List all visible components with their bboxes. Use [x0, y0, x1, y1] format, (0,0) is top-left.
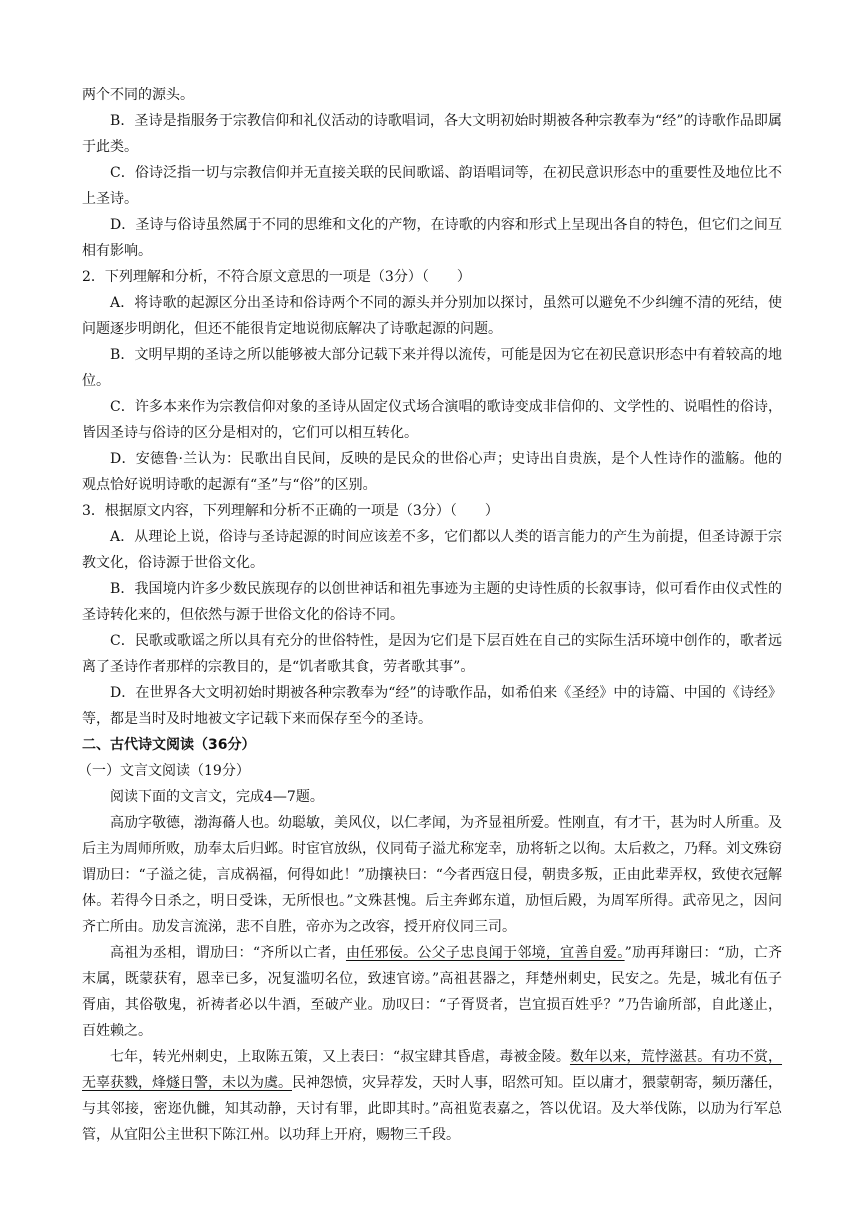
classical-para-3 — [82, 1044, 782, 1148]
para3-text-a: 七年，转光州刺史，上取陈五策，又上表曰：“叔宝肆其昏虐，毒被金陵。 — [110, 1049, 570, 1065]
section-title: 二、古代诗文阅读（36分） — [82, 737, 256, 753]
q3-option-c: C．民歌或歌谣之所以具有充分的世俗特性，是因为它们是下层百姓在自己的实际生活环境中创作的，歌者远离了圣诗作者那样的宗教目的，是“饥者歌其食，劳者歌其事”。 — [82, 633, 782, 675]
para2-underlined: 由任邪佞。公父子忠良闻于邻境，宜善自爱。 — [345, 945, 625, 961]
para2-text-a: 高祖为丞相，谓劢曰：“齐所以亡者， — [110, 945, 346, 961]
q1-option-b: B．圣诗是指服务于宗教信仰和礼仪活动的诗歌唱词，各大文明初始时期被各种宗教奉为“经”的诗歌作品即属于此类。 — [82, 113, 782, 155]
q2-stem: 2．下列理解和分析，不符合原文意思的一项是（3分）（ ） — [82, 269, 471, 285]
q2-option-d: D．安德鲁·兰认为：民歌出自民间，反映的是民众的世俗心声；史诗出自贵族，是个人性诗作的滥觞。他的观点恰好说明诗歌的起源有“圣”与“俗”的区别。 — [82, 451, 782, 493]
para2-text-b: ”劢再拜谢曰：“劢，亡齐末属，既蒙获宥，恩幸已多，况复滥叨名位，致速官谤。”高祖甚器之，拜楚州刺史，民安之。先是，城北有伍子胥庙，其俗敬鬼，祈祷者必以牛酒，至破产业。劢叹曰：“子胥贤者，岂宜损百姓乎？”乃告谕所部，自此遂止，百姓赖之。 — [82, 945, 783, 1039]
q2-option-a: A．将诗歌的起源区分出圣诗和俗诗两个不同的源头并分别加以探讨，虽然可以避免不少纠缠不清的死结，使问题逐步明朗化，但还不能很肯定地说彻底解决了诗歌起源的问题。 — [82, 295, 782, 337]
passage-tail: 两个不同的源头。 — [82, 87, 194, 103]
subsection-title: （一）文言文阅读（19分） — [78, 763, 250, 779]
q3-stem: 3．根据原文内容，下列理解和分析不正确的一项是（3分）（ ） — [82, 503, 499, 519]
classical-para-1: 高劢字敬德，渤海蓨人也。幼聪敏，美风仪，以仁孝闻，为齐显祖所爱。性刚直，有才干，甚为时人所重。及后主为周师所败，劢奉太后归邺。时宦官放纵，仪同荀子溢尤称宠幸，劢将斩之以徇。太后救之，乃释。刘文殊窃谓劢曰：“子溢之徒，言成祸福，何得如此！”劢攘袂曰：“今者西寇日侵，朝贵多叛，正由此辈弄权，致使衣冠解体。若得今日杀之，明日受诛，无所恨也。”文殊甚愧。后主奔邺东道，劢恒后殿，为周军所得。武帝见之，因问齐亡所由。劢发言流涕，悲不自胜，帝亦为之改容，授开府仪同三司。 — [82, 815, 782, 935]
q3-option-b: B．我国境内许多少数民族现存的以创世神话和祖先事迹为主题的史诗性质的长叙事诗，似可看作由仪式性的圣诗转化来的，但依然与源于世俗文化的俗诗不同。 — [82, 581, 782, 623]
classical-para-2 — [82, 940, 782, 1044]
q1-option-c: C．俗诗泛指一切与宗教信仰并无直接关联的民间歌谣、韵语唱词等，在初民意识形态中的重要性及地位比不上圣诗。 — [82, 165, 782, 207]
instruction: 阅读下面的文言文，完成4—7题。 — [110, 789, 324, 805]
q2-option-c: C．许多本来作为宗教信仰对象的圣诗从固定仪式场合演唱的歌诗变成非信仰的、文学性的、说唱性的俗诗，皆因圣诗与俗诗的区分是相对的，它们可以相互转化。 — [82, 399, 782, 441]
para3-text-b: 民神怨愤，灾异荐发，天时人事，昭然可知。臣以庸才，猥蒙朝寄，频历藩任，与其邻接，密迩仇雠，知其动静，天讨有罪，此即其时。”高祖览表嘉之，答以优诏。及大举伐陈，以劢为行军总管，从宜阳公主世积下陈江州。以功拜上开府，赐物三千段。 — [82, 1075, 782, 1143]
q1-option-d: D．圣诗与俗诗虽然属于不同的思维和文化的产物，在诗歌的内容和形式上呈现出各自的特色，但它们之间互相有影响。 — [82, 217, 782, 259]
q3-option-d: D．在世界各大文明初始时期被各种宗教奉为“经”的诗歌作品，如希伯来《圣经》中的诗篇、中国的《诗经》等，都是当时及时地被文字记载下来而保存至今的圣诗。 — [82, 685, 782, 727]
document-page — [78, 82, 783, 1148]
q3-option-a: A．从理论上说，俗诗与圣诗起源的时间应该差不多，它们都以人类的语言能力的产生为前提，但圣诗源于宗教文化，俗诗源于世俗文化。 — [82, 529, 782, 571]
q2-option-b: B．文明早期的圣诗之所以能够被大部分记载下来并得以流传，可能是因为它在初民意识形态中有着较高的地位。 — [82, 347, 782, 389]
para3-underlined: 数年以来，荒悖滋甚。有功不赏，无辜获戮，烽燧日警，未以为虞。 — [82, 1049, 783, 1091]
